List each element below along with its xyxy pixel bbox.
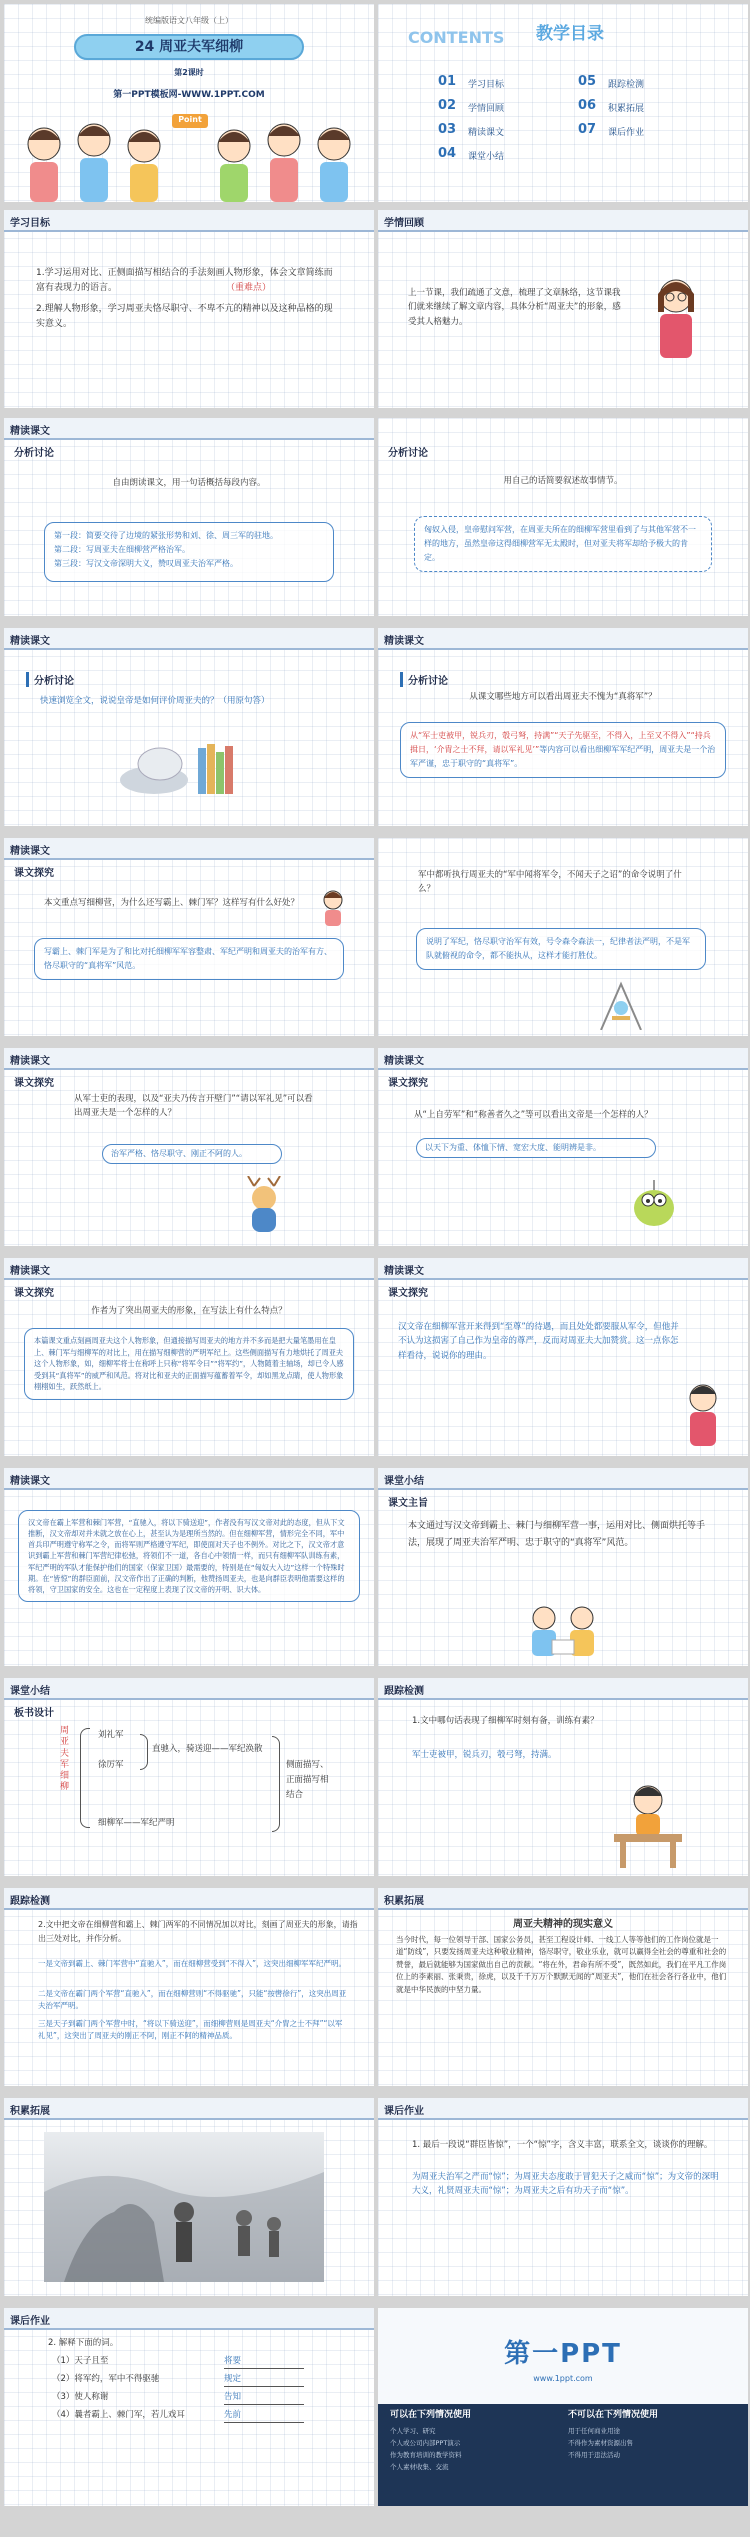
board-brace-3 <box>272 1736 280 1832</box>
slide-header-bar <box>4 210 374 232</box>
focus-tag: （重难点） <box>226 283 272 293</box>
slide-header-bar <box>378 2098 748 2120</box>
section-label: 积累拓展 <box>10 2106 50 2117</box>
slide-header-bar <box>378 1678 748 1700</box>
lesson-label: 第2课时 <box>174 68 204 77</box>
section-label: 课堂小结 <box>10 1686 50 1697</box>
section-label: 精读课文 <box>384 1266 424 1277</box>
thinking-boy-illustration <box>678 1378 728 1452</box>
answer-3: 三是天子到霸门两个军营中时，“将以下骑送迎”，而细柳营则是周亚夫“介胄之士不拜”“以军礼见”，这突出了周亚夫的刚正不阿，刚正不阿的精神品质。 <box>38 2019 343 2040</box>
slide-objectives[interactable] <box>4 210 374 408</box>
site-label: 第一PPT模板网-WWW.1PPT.COM <box>113 90 265 100</box>
slide-header-bar <box>378 628 748 650</box>
subsection-label: 课文探究 <box>388 1078 428 1089</box>
forbidden-item-3: 不得用于违法活动 <box>568 2451 620 2459</box>
section-label: 积累拓展 <box>384 1896 424 1907</box>
question-text: 军中都听执行周亚夫的“军中闻将军令，不闻天子之诏”的命令说明了什么？ <box>418 870 682 895</box>
section-label: 课后作业 <box>384 2106 424 2117</box>
section-label: 精读课文 <box>384 1056 424 1067</box>
slide-header-bar <box>378 1258 748 1280</box>
slide-title[interactable] <box>4 4 374 202</box>
answer-box: 说明了军纪，恪尽职守治军有效，号令森令森法一，纪律者法严明，不是军队就俯视的命令，都不能执从，这样才能打胜仗。 <box>416 928 706 970</box>
answer-box: 汉文帝在霸上军营和棘门军营，“直驰入，将以下骑送迎”，作者没有写汉文帝对此的态度，但从下文推断，汉文帝却对并未就之放在心上，甚至认为是理所当然的。但在细柳军营，情形完全不同，军中首兵印严明遵守称军之令，而将军则严格遵守军纪，即使面对天子也不例外。对比之下，汉文帝才意识到霸上军营和棘门军营纪律松弛，将领们不一道，各自心中领情一样，而只有细柳军队训练有素，军纪严明的军队才能保护他们的国家（保家卫国）最需要的，特别是在“匈奴大入边”这样一个特殊时期。在“皆惊”的群臣面前，汉文帝作出了正确的判断，他赞扬周亚夫，也是向群臣表明他需要这样的将领，守卫国家的安全。这也在一定程度上表现了汉文帝的开明、识大体。 <box>18 1510 360 1602</box>
question-text: 1.文中哪句话表现了细柳军时刻有备，训练有素？ <box>412 1716 599 1726</box>
extend-text: 当今时代，每一位领导干部、国家公务员，甚至工程设计师、一线工人等等他们的工作岗位就是一道“防线”，只要发扬周亚夫这种敬业精神，恪尽职守，敬业乐业，就可以赢得全社会的尊重和社会的赞誉，最后就能够为国家做出自己的贡献。“将在外，君命有所不受”，既然如此，我们在平凡工作岗位上的李素丽、张秉贵，徐虎，以及千千万万个默默无闻的“周亚夫”，他们在社会各行各业中，他们就是中华民族的中坚力量。 <box>396 1935 727 1994</box>
question-text: 汉文帝在细柳军营开来得到“至尊”的待遇，而且处处都要服从军令，但他并不认为这损害了自己作为皇帝的尊严，反而对周亚夫大加赞赏。这一点你怎样看待，说说你的理由。 <box>398 1322 679 1361</box>
review-text: 上一节课，我们疏通了文意，梳理了文章脉络，这节课我们就来继续了解文章内容，具体分析“周亚夫”的形象，感受其人格魅力。 <box>408 288 621 327</box>
section-label: 精读课文 <box>10 426 50 437</box>
slide-header-bar <box>4 2308 374 2330</box>
allowed-item-4: 个人素材收集、交流 <box>390 2463 449 2471</box>
board-branch-2: 徐厉军 <box>98 1760 124 1770</box>
slide-check-2[interactable] <box>4 1888 374 2086</box>
section-label: 学习目标 <box>10 218 50 229</box>
section-label: 课后作业 <box>10 2316 50 2327</box>
answer-line-2: 第二段：写周亚夫在细柳营严格治军。 <box>54 545 190 554</box>
slide-explore-7[interactable] <box>4 1468 374 1666</box>
slide-header-bar <box>4 1048 374 1070</box>
subsection-label: 课文探究 <box>14 868 54 879</box>
slide-header-bar <box>4 1888 374 1910</box>
answer-quote: 从“军士吏被甲，锐兵刃，彀弓弩，持满”“天子先驱至，不得入，上至又不得入”“持兵揖日，‘介胄之士不拜，请以军礼见’” <box>410 731 711 754</box>
slide-header-bar <box>4 1468 374 1490</box>
section-label: 跟踪检测 <box>384 1686 424 1697</box>
slide-header-bar <box>378 210 748 232</box>
slide-extend-1[interactable] <box>378 1888 748 2086</box>
slide-header-bar <box>4 628 374 650</box>
slide-explore-5[interactable] <box>4 1258 374 1456</box>
prompt-text: 从课文哪些地方可以看出周亚夫不愧为“真将军”？ <box>469 692 657 702</box>
point-sign: Point <box>178 115 202 124</box>
answer-box: 匈奴入侵，皇帝慰问军营，在周亚夫所在的细柳军营里看到了与其他军营不一样的地方，虽然皇帝这得细柳营军无太殿时，但对亚夫将军却给予极大的肯定。 <box>414 516 712 572</box>
ink-painting-image <box>44 2132 324 2286</box>
answer-box: 治军严格、恪尽职守、刚正不阿的人。 <box>102 1144 282 1164</box>
girl-illustration <box>318 888 348 932</box>
slide-header-bar <box>4 1258 374 1280</box>
slide-check-1[interactable] <box>378 1678 748 1876</box>
objective-2: 2.理解人物形象，学习周亚夫恪尽职守、不卑不亢的精神以及这种品格的现实意义。 <box>36 304 333 330</box>
textbook-label: 统编版语文八年级（上） <box>145 16 233 25</box>
subsection-label: 课文探究 <box>14 1288 54 1299</box>
forbidden-item-2: 不得作为素材资源出售 <box>568 2439 633 2447</box>
subsection-label: 板书设计 <box>14 1708 54 1719</box>
board-branch-3: 细柳军——军纪严明 <box>98 1818 175 1828</box>
question-text: 2. 解释下面的词。 <box>48 2338 119 2348</box>
teacher-illustration <box>646 272 706 366</box>
slide-read-3[interactable] <box>4 628 374 826</box>
slide-read-4[interactable] <box>378 628 748 826</box>
slide-contents[interactable]: CONTENTS 教学目录 01 学习目标 02 学情回顾 03 精读课文 04 课堂小结 05 跟踪检测 06 积累拓展 07 课后作业 <box>378 4 748 202</box>
question-text: 从军士吏的表现，以及“亚夫乃传言开壁门”“请以军礼见”可以看出周亚夫是一个怎样的人？ <box>74 1094 313 1119</box>
contents-label: CONTENTS <box>408 28 505 47</box>
section-label: 课堂小结 <box>384 1476 424 1487</box>
question-text: 1. 最后一段说“群臣皆惊”，一个“惊”字，含义丰富，联系全文，谈谈你的理解。 <box>412 2140 713 2150</box>
slide-header-bar <box>378 1468 748 1490</box>
question-text: 快速浏览全文，说说皇帝是如何评价周亚夫的？（用原句答） <box>40 696 270 706</box>
allowed-title: 可以在下列情况使用 <box>390 2410 472 2420</box>
section-label: 精读课文 <box>10 846 50 857</box>
slide-read-1[interactable] <box>4 418 374 616</box>
allowed-item-1: 个人学习、研究 <box>390 2427 436 2435</box>
subsection-label: 分析讨论 <box>14 448 54 459</box>
slide-header-bar <box>378 1888 748 1910</box>
subsection-label: 课文探究 <box>388 1288 428 1299</box>
answer-1: 一是文帝到霸上、棘门军营中“直驰入”，而在细柳营受到“不得入”，这突出细柳军军纪严明。 <box>38 1959 347 1968</box>
subsection-label: 课文主旨 <box>388 1498 428 1509</box>
slide-explore-6[interactable] <box>378 1258 748 1456</box>
subsection-label: 分析讨论 <box>400 672 448 687</box>
section-label: 精读课文 <box>10 1266 50 1277</box>
swing-illustration <box>596 980 646 1034</box>
logo-url: www.1ppt.com <box>533 2374 593 2383</box>
study-desk-illustration <box>608 1774 688 1874</box>
answer-text: 为周亚夫治军之严而“惊”；为周亚夫态度敢于冒犯天子之威而“惊”；为文帝的深明大义，礼贤周亚夫而“惊”；为周亚夫之后有功天子而“惊”。 <box>412 2172 719 2197</box>
slide-read-2[interactable] <box>378 418 748 616</box>
answer-box: 写霸上、棘门军是为了和比对托细柳军军容整肃、军纪严明和周亚夫的治军有方、恪尽职守的“真将军”风范。 <box>34 938 344 980</box>
subsection-label: 课文探究 <box>14 1078 54 1089</box>
allowed-item-3: 作为教育培训的教学资料 <box>390 2451 462 2459</box>
reading-kids-illustration <box>518 1600 608 1664</box>
forbidden-title: 不可以在下列情况使用 <box>568 2410 659 2420</box>
books-illustration <box>114 724 254 808</box>
question-text: 本文重点写细柳营，为什么还写霸上、棘门军？这样写有什么好处？ <box>44 898 300 908</box>
section-label: 精读课文 <box>384 636 424 647</box>
slide-board-design[interactable] <box>4 1678 374 1876</box>
question-text: 2.文中把文帝在细柳营和霸上、棘门两军的不同情况加以对比，刻画了周亚夫的形象，请指出三处对比，并作分析。 <box>38 1920 358 1943</box>
slide-explore-4[interactable] <box>378 1048 748 1246</box>
section-label: 学情回顾 <box>384 218 424 229</box>
board-brace-2 <box>140 1734 148 1770</box>
objective-1: 1.学习运用对比、正侧面描写相结合的手法刻画人物形象，体会文章简练而富有表现力的语言。 <box>36 268 333 294</box>
extend-title: 周亚夫精神的现实意义 <box>513 1919 613 1930</box>
answer-box: 本篇课文重点刻画周亚夫这个人物形象，但通接描写周亚夫的地方并不多而是把大量笔墨用在皇上、棘门军与细柳军的对比上，用在描写细柳营的严明军纪上。这些侧面描写有力地烘托了周亚夫这个人物形象，如，细柳军将士在称呼上只称“将军令曰”“将军约”，人物随着主轴场，却已令人感受到其“真将军”的威严和风范。将对比和亚夫的正面描写蕴蓄着军令，却如黑龙点睛，使人物形象栩栩如生，跃然纸上。 <box>24 1328 354 1400</box>
slide-review[interactable] <box>378 210 748 408</box>
answer-line-3: 第三段：写汉文帝深明大义，赞叹周亚夫治军严格。 <box>54 559 238 568</box>
slide-summary[interactable] <box>378 1468 748 1666</box>
section-label: 跟踪检测 <box>10 1896 50 1907</box>
board-side-1: 侧面描写、 <box>286 1760 329 1770</box>
board-side-2: 正面描写相 <box>286 1775 329 1785</box>
slide-explore-1[interactable] <box>4 838 374 1036</box>
slide-license[interactable] <box>378 2308 748 2506</box>
slide-extend-2[interactable] <box>4 2098 374 2296</box>
section-label: 精读课文 <box>10 1476 50 1487</box>
forbidden-item-1: 用于任何商业用途 <box>568 2427 620 2435</box>
question-text: 从“上自劳军”和“称善者久之”等可以看出文帝是一个怎样的人？ <box>414 1110 653 1120</box>
slide-header-bar <box>378 1048 748 1070</box>
answer-2: 二是文帝在霸门两个军营“直驰入”，而在细柳营则“不得驱驰”，只能“按辔徐行”，这突出周亚夫治军严明。 <box>38 1989 347 2010</box>
deer-illustration <box>240 1176 288 1240</box>
board-vertical-title: 周亚夫军细柳 <box>60 1726 70 1793</box>
board-brace <box>80 1728 90 1828</box>
question-text: 作者为了突出周亚夫的形象，在写法上有什么特点？ <box>91 1306 287 1316</box>
slide-header-bar <box>4 1678 374 1700</box>
answer-explanation: 等内容可以看出细柳军军纪严明，周亚夫是一个治军严谨，忠于职守的“真将军”。 <box>410 745 716 768</box>
prompt-text: 用自己的话简要叙述故事情节。 <box>503 476 623 486</box>
subsection-label: 分析讨论 <box>26 672 74 687</box>
subsection-label: 分析讨论 <box>388 448 428 459</box>
section-label: 精读课文 <box>10 636 50 647</box>
logo-text: 第一PPT <box>504 2339 622 2369</box>
contents-heading: 教学目录 <box>536 24 604 44</box>
answer-box <box>400 722 726 778</box>
summary-text: 本文通过写汉文帝到霸上、棘门与细柳军营一事，运用对比、侧面烘托等手法，展现了周亚夫治军严明、忠于职守的“真将军”风范。 <box>408 1521 706 1549</box>
section-label: 精读课文 <box>10 1056 50 1067</box>
page-title: 24 周亚夫军细柳 <box>134 39 244 55</box>
slide-homework-2[interactable]: 课后作业 2. 解释下面的词。 （1）天子且至 将要 （2）将军约，军中不得驱驰 规定 （3）使人称谢 告知 （4）曩者霸上、棘门军，若儿戏耳 先前 <box>4 2308 374 2506</box>
board-middle: 直驰入，骑送迎——军纪涣散 <box>152 1744 263 1754</box>
board-side-3: 结合 <box>286 1790 304 1800</box>
slide-explore-3[interactable] <box>4 1048 374 1246</box>
answer-box: 以天下为重、体恤下情、宽宏大度、能明辨是非。 <box>416 1138 656 1158</box>
answer-box <box>44 522 334 582</box>
board-branch-1: 刘礼军 <box>98 1730 124 1740</box>
slide-homework-1[interactable] <box>378 2098 748 2296</box>
answer-text: 军士吏被甲，锐兵刃，彀弓弩，持满。 <box>412 1750 557 1760</box>
slide-header-bar <box>4 838 374 860</box>
allowed-item-2: 个人或公司内部PPT演示 <box>390 2439 461 2447</box>
answer-line-1: 第一段：简要交待了边境的紧张形势和刘、徐、周三军的驻地。 <box>54 531 278 540</box>
slide-header-bar <box>4 418 374 440</box>
slide-explore-2[interactable] <box>378 838 748 1036</box>
monster-illustration <box>624 1168 684 1232</box>
slide-header-bar <box>4 2098 374 2120</box>
prompt-text: 自由朗读课文，用一句话概括每段内容。 <box>112 478 266 488</box>
